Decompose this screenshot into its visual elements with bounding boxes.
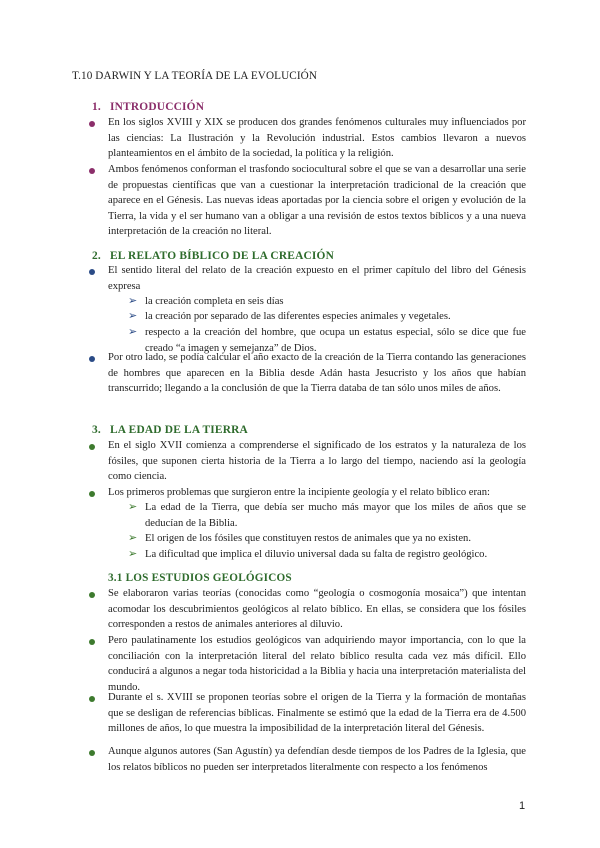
bullet-icon [89,639,95,645]
section-heading-introduccion [92,101,204,113]
document-title: T.10 DARWIN Y LA TEORÍA DE LA EVOLUCIÓN [72,70,318,82]
bullet-icon [89,269,95,275]
bullet-icon [89,750,95,756]
bullet-icon [89,592,95,598]
section-number: 3. [92,424,101,436]
page-number: 1 [519,800,526,812]
bullet-icon [89,121,95,127]
bullet-icon [89,491,95,497]
paragraph: En el siglo XVII comienza a comprenderse el significado de los estratos y la naturaleza de los fósiles, que suponen cierta historia de la Tierra a lo largo del tiempo, naciendo así la geología como ciencia. [108,440,526,483]
list-item: respecto a la creación del hombre, que ocupa un estatus especial, sólo se dice que fue creado “a imagen y semejanza” de Dios. [145,327,526,354]
arrow-bullet-icon: ➢ [128,501,138,513]
section-title: INTRODUCCIÓN [110,101,205,113]
section-number: 1. [92,101,101,113]
paragraph: Aunque algunos autores (San Agustín) ya defendían desde tiempos de los Padres de la Iglesia, que los relatos bíblicos no pueden ser interpretados literalmente con respecto a los fenómenos [108,746,526,773]
paragraph: Por otro lado, se podía calcular el año exacto de la creación de la Tierra contando las generaciones de hombres que aparecen en la Biblia desde Adán hasta Jesucristo y los años que habían transcurrido; llegando a la conclusión de que la Tierra databa de tan sólo unos miles de años. [108,352,526,395]
paragraph: Ambos fenómenos conforman el trasfondo sociocultural sobre el que se van a desarrollar una serie de propuestas científicas que van a cuestionar la interpretación tradicional de la creación que aparece en el Génesis. Las nuevas ideas aportadas por la ciencia sobre el origen y evolución de la Tierra, la vida y el ser humano van a obligar a una revisión de estos textos bíblicos y a una nueva interpretación de la creación no literal. [108,164,526,238]
paragraph: En los siglos XVIII y XIX se producen dos grandes fenómenos culturales muy influenciados por las ciencias: La Ilustración y la Revolución industrial. Estos cambios llevaron a nuevos planteamientos en el ámbito de la sociedad, la política y la religión. [108,117,526,160]
arrow-bullet-icon: ➢ [128,548,138,560]
bullet-icon [89,168,95,174]
paragraph: Pero paulatinamente los estudios geológicos van adquiriendo mayor importancia, con lo que la conciliación con la interpretación literal del relato bíblico resulta cada vez más difícil. Ello conducirá a algunos a negar toda historicidad a la Biblia y hacia una interpretación materialista del mundo. [108,635,526,693]
section-heading-edad-tierra [92,424,248,436]
list-item: La edad de la Tierra, que debía ser mucho más mayor que los miles de años que se deducían de la Biblia. [145,502,526,529]
paragraph: Los primeros problemas que surgieron entre la incipiente geología y el relato bíblico eran: [108,487,490,498]
bullet-icon [89,696,95,702]
list-item: La dificultad que implica el diluvio universal dada su falta de registro geológico. [145,549,488,560]
bullet-icon [89,444,95,450]
section-title: EL RELATO BÍBLICO DE LA CREACIÓN [110,250,335,262]
arrow-bullet-icon: ➢ [128,310,138,322]
arrow-bullet-icon: ➢ [128,532,138,544]
section-heading-relato-biblico [92,250,334,262]
subsection-heading-estudios-geologicos: 3.1 LOS ESTUDIOS GEOLÓGICOS [108,572,292,584]
section-title: LA EDAD DE LA TIERRA [110,424,248,436]
paragraph: Se elaboraron varias teorías (conocidas como “geología o cosmogonía mosaica”) que intentan acomodar los descubrimientos geológicos al relato bíblico. En ellas, se considera que los fósiles corresponden a restos de animales anteriores al diluvio. [108,588,526,631]
list-item: la creación por separado de las diferentes especies animales y vegetales. [145,311,451,322]
list-item: la creación completa en seis días [145,296,284,307]
list-item: El origen de los fósiles que constituyen restos de animales que ya no existen. [145,533,471,544]
bullet-icon [89,356,95,362]
paragraph: Durante el s. XVIII se proponen teorías sobre el origen de la Tierra y la formación de montañas que se desligan de referencias bíblicas. Finalmente se estimó que la edad de la Tierra era de 4.500 millones de años, lo que muestra la imposibilidad de la interpretación literal del Génesis. [108,692,526,735]
section-number: 2. [92,250,101,262]
arrow-bullet-icon: ➢ [128,295,138,307]
paragraph: El sentido literal del relato de la creación expuesto en el primer capítulo del libro del Génesis expresa [108,265,526,292]
arrow-bullet-icon: ➢ [128,326,138,338]
